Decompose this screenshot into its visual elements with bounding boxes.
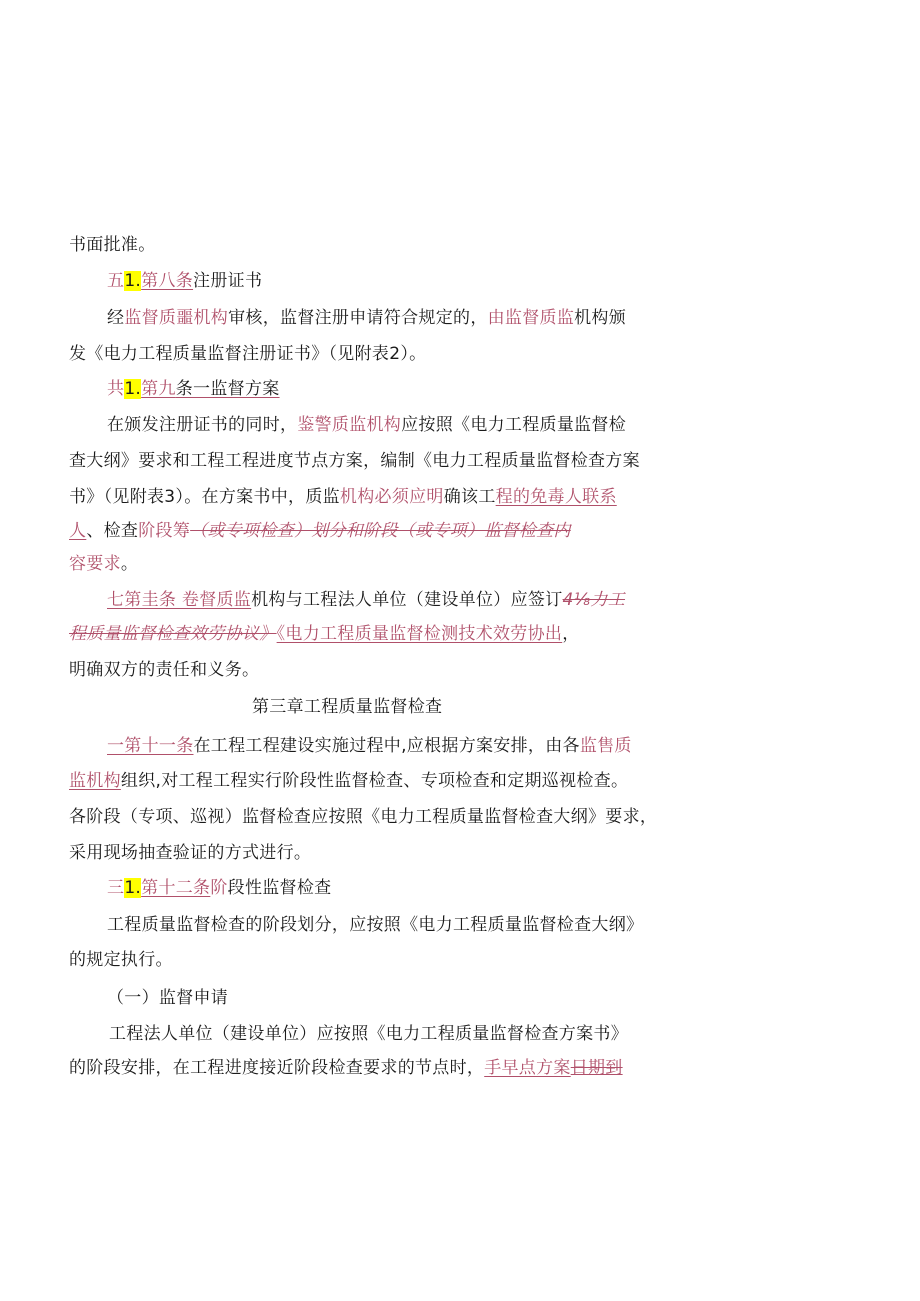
article-9-heading: 共1.第九条一监督方案 [107, 379, 280, 399]
text-line: 明确双方的责任和义务。 [69, 660, 260, 680]
text-line: 工程法人单位（建设单位）应按照《电力工程质量监督检查方案书》 [109, 1024, 628, 1044]
article-10: 七第圭条 卷督质监机构与工程法人单位（建设单位）应签订4⅛力工 [107, 590, 626, 610]
article-8-heading: 五1.第八条注册证书 [107, 271, 263, 291]
deleted-text: 4⅛力工 [562, 590, 626, 610]
text-line: 的阶段安排，在工程进度接近阶段检查要求的节点时，手早点方案日期到 [69, 1058, 623, 1078]
article-12-heading: 三1.第十二条阶段性监督检查 [107, 878, 332, 898]
text-line: 经监督质噩机构审核，监督注册申请符合规定的，由监督质监机构颁 [107, 308, 627, 328]
text-line: 在颁发注册证书的同时，鉴警质监机构应按照《电力工程质量监督检 [107, 415, 627, 435]
highlight-mark: 1. [124, 379, 142, 399]
text-line: 各阶段（专项、巡视）监督检查应按照《电力工程质量监督检查大纲》要求， [69, 807, 658, 827]
article-11: 一第十一条在工程工程建设实施过程中,应根据方案安排，由各监售质 [107, 736, 632, 756]
text-line: 的规定执行。 [69, 950, 173, 970]
deleted-text: 日期到 [570, 1058, 623, 1078]
deleted-text: （或专项检查）划分和阶段（或专项）监督检查内 [190, 521, 571, 541]
section-heading: （一）监督申请 [107, 988, 229, 1008]
text-line: 程质量监督检查效劳协议》《电力工程质量监督检测技术效劳协出， [69, 624, 580, 644]
text-line: 发《电力工程质量监督注册证书》（见附表2）。 [69, 344, 427, 364]
text-line: 人、检查阶段筹（或专项检查）划分和阶段（或专项）监督检查内 [69, 521, 571, 541]
text-line: 书》（见附表3）。在方案书中，质监机构必须应明确该工程的免毒人联系 [69, 487, 617, 507]
text-line: 容要求。 [69, 554, 139, 574]
text-line: 工程质量监督检查的阶段划分，应按照《电力工程质量监督检查大纲》 [107, 915, 644, 935]
deleted-text: 程质量监督检查效劳协议》 [69, 624, 277, 644]
text-line: 书面批准。 [69, 235, 156, 255]
chapter-title: 第三章工程质量监督检查 [252, 697, 443, 717]
text-line: 查大纲》要求和工程工程进度节点方案，编制《电力工程质量监督检查方案 [69, 451, 640, 471]
text-line: 采用现场抽查验证的方式进行。 [69, 843, 312, 863]
highlight-mark: 1. [124, 271, 142, 291]
text-line: 监机构组织,对工程工程实行阶段性监督检查、专项检查和定期巡视检查。 [69, 771, 629, 791]
highlight-mark: 1. [124, 878, 142, 898]
